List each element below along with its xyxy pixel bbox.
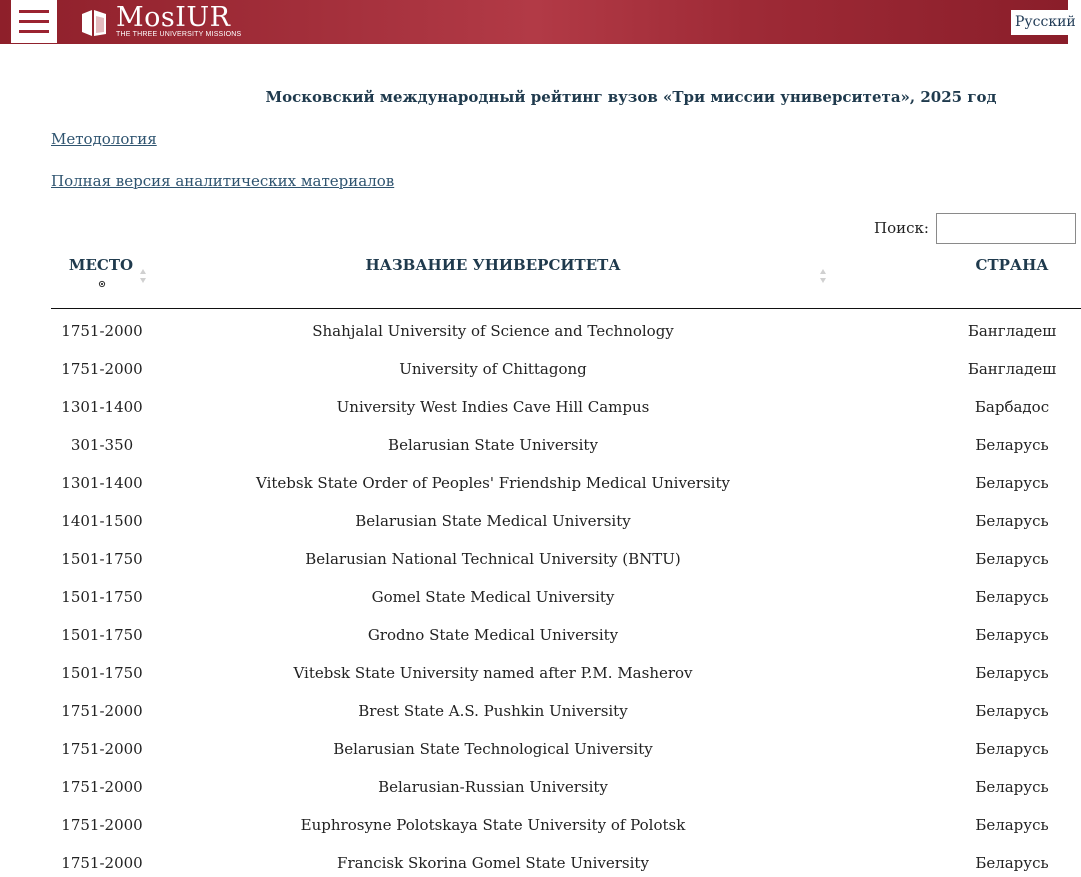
logo-subtitle: THE THREE UNIVERSITY MISSIONS: [116, 31, 242, 38]
cell-university: Francisk Skorina Gomel State University: [337, 854, 649, 872]
logo-wordmark: MosIUR: [116, 2, 231, 33]
cell-university: Grodno State Medical University: [367, 626, 619, 644]
cell-university: Brest State A.S. Pushkin University: [358, 702, 628, 720]
cell-country: Беларусь: [975, 626, 1049, 644]
cell-rank: 301-350: [70, 436, 134, 454]
cell-rank: 1751-2000: [61, 740, 143, 758]
cell-country: Барбадос: [974, 398, 1050, 416]
sort-arrows-icon[interactable]: [139, 268, 147, 284]
cell-country: Бангладеш: [967, 322, 1057, 340]
cell-university: University West Indies Cave Hill Campus: [336, 398, 650, 416]
site-header: [0, 0, 1076, 44]
cell-country: Беларусь: [975, 664, 1049, 682]
search-input[interactable]: [936, 213, 1076, 244]
cell-rank: 1301-1400: [61, 398, 143, 416]
cell-rank: 1751-2000: [61, 778, 143, 796]
table-header-divider: [51, 308, 1081, 309]
cell-country: Беларусь: [975, 512, 1049, 530]
cell-country: Беларусь: [975, 778, 1049, 796]
cell-country: Беларусь: [975, 854, 1049, 872]
methodology-link[interactable]: Методология: [51, 130, 157, 148]
cell-rank: 1501-1750: [61, 588, 143, 606]
column-header-country[interactable]: СТРАНА: [975, 256, 1049, 274]
site-logo[interactable]: [80, 4, 241, 40]
column-header-rank[interactable]: МЕСТО: [68, 256, 134, 274]
cell-university: Belarusian National Technical University (BNTU): [305, 550, 681, 568]
cell-rank: 1501-1750: [61, 550, 143, 568]
cell-rank: 1751-2000: [61, 322, 143, 340]
cell-rank: 1501-1750: [61, 664, 143, 682]
cell-country: Беларусь: [975, 816, 1049, 834]
cell-country: Беларусь: [975, 702, 1049, 720]
cell-country: Беларусь: [975, 550, 1049, 568]
cell-rank: 1301-1400: [61, 474, 143, 492]
cell-country: Беларусь: [975, 588, 1049, 606]
cell-university: Belarusian-Russian University: [378, 778, 608, 796]
sort-arrows-icon[interactable]: [819, 268, 827, 284]
cell-rank: 1751-2000: [61, 854, 143, 872]
cell-university: Vitebsk State Order of Peoples' Friendship Medical University: [256, 474, 730, 492]
cell-university: Shahjalal University of Science and Technology: [312, 322, 674, 340]
hamburger-menu-icon[interactable]: [11, 0, 57, 43]
cell-university: Vitebsk State University named after P.M. Masherov: [293, 664, 693, 682]
logo-book-icon: [80, 6, 108, 38]
cell-university: Belarusian State Medical University: [355, 512, 631, 530]
sort-active-icon[interactable]: [98, 280, 106, 288]
cell-rank: 1751-2000: [61, 816, 143, 834]
cell-rank: 1501-1750: [61, 626, 143, 644]
cell-country: Бангладеш: [967, 360, 1057, 378]
column-header-university[interactable]: НАЗВАНИЕ УНИВЕРСИТЕТА: [365, 256, 621, 274]
cell-rank: 1751-2000: [61, 702, 143, 720]
cell-rank: 1751-2000: [61, 360, 143, 378]
cell-rank: 1401-1500: [61, 512, 143, 530]
page-title: Московский международный рейтинг вузов «Три миссии университета», 2025 год: [265, 88, 997, 106]
cell-university: Euphrosyne Polotskaya State University of Polotsk: [300, 816, 686, 834]
cell-country: Беларусь: [975, 474, 1049, 492]
cell-country: Беларусь: [975, 436, 1049, 454]
language-selector[interactable]: Русский: [1011, 10, 1081, 35]
cell-university: Gomel State Medical University: [371, 588, 615, 606]
analytics-full-version-link[interactable]: Полная версия аналитических материалов: [51, 172, 395, 190]
cell-university: Belarusian State University: [388, 436, 598, 454]
cell-university: Belarusian State Technological University: [333, 740, 653, 758]
cell-university: University of Chittagong: [399, 360, 587, 378]
search-label: Поиск:: [874, 219, 929, 237]
cell-country: Беларусь: [975, 740, 1049, 758]
